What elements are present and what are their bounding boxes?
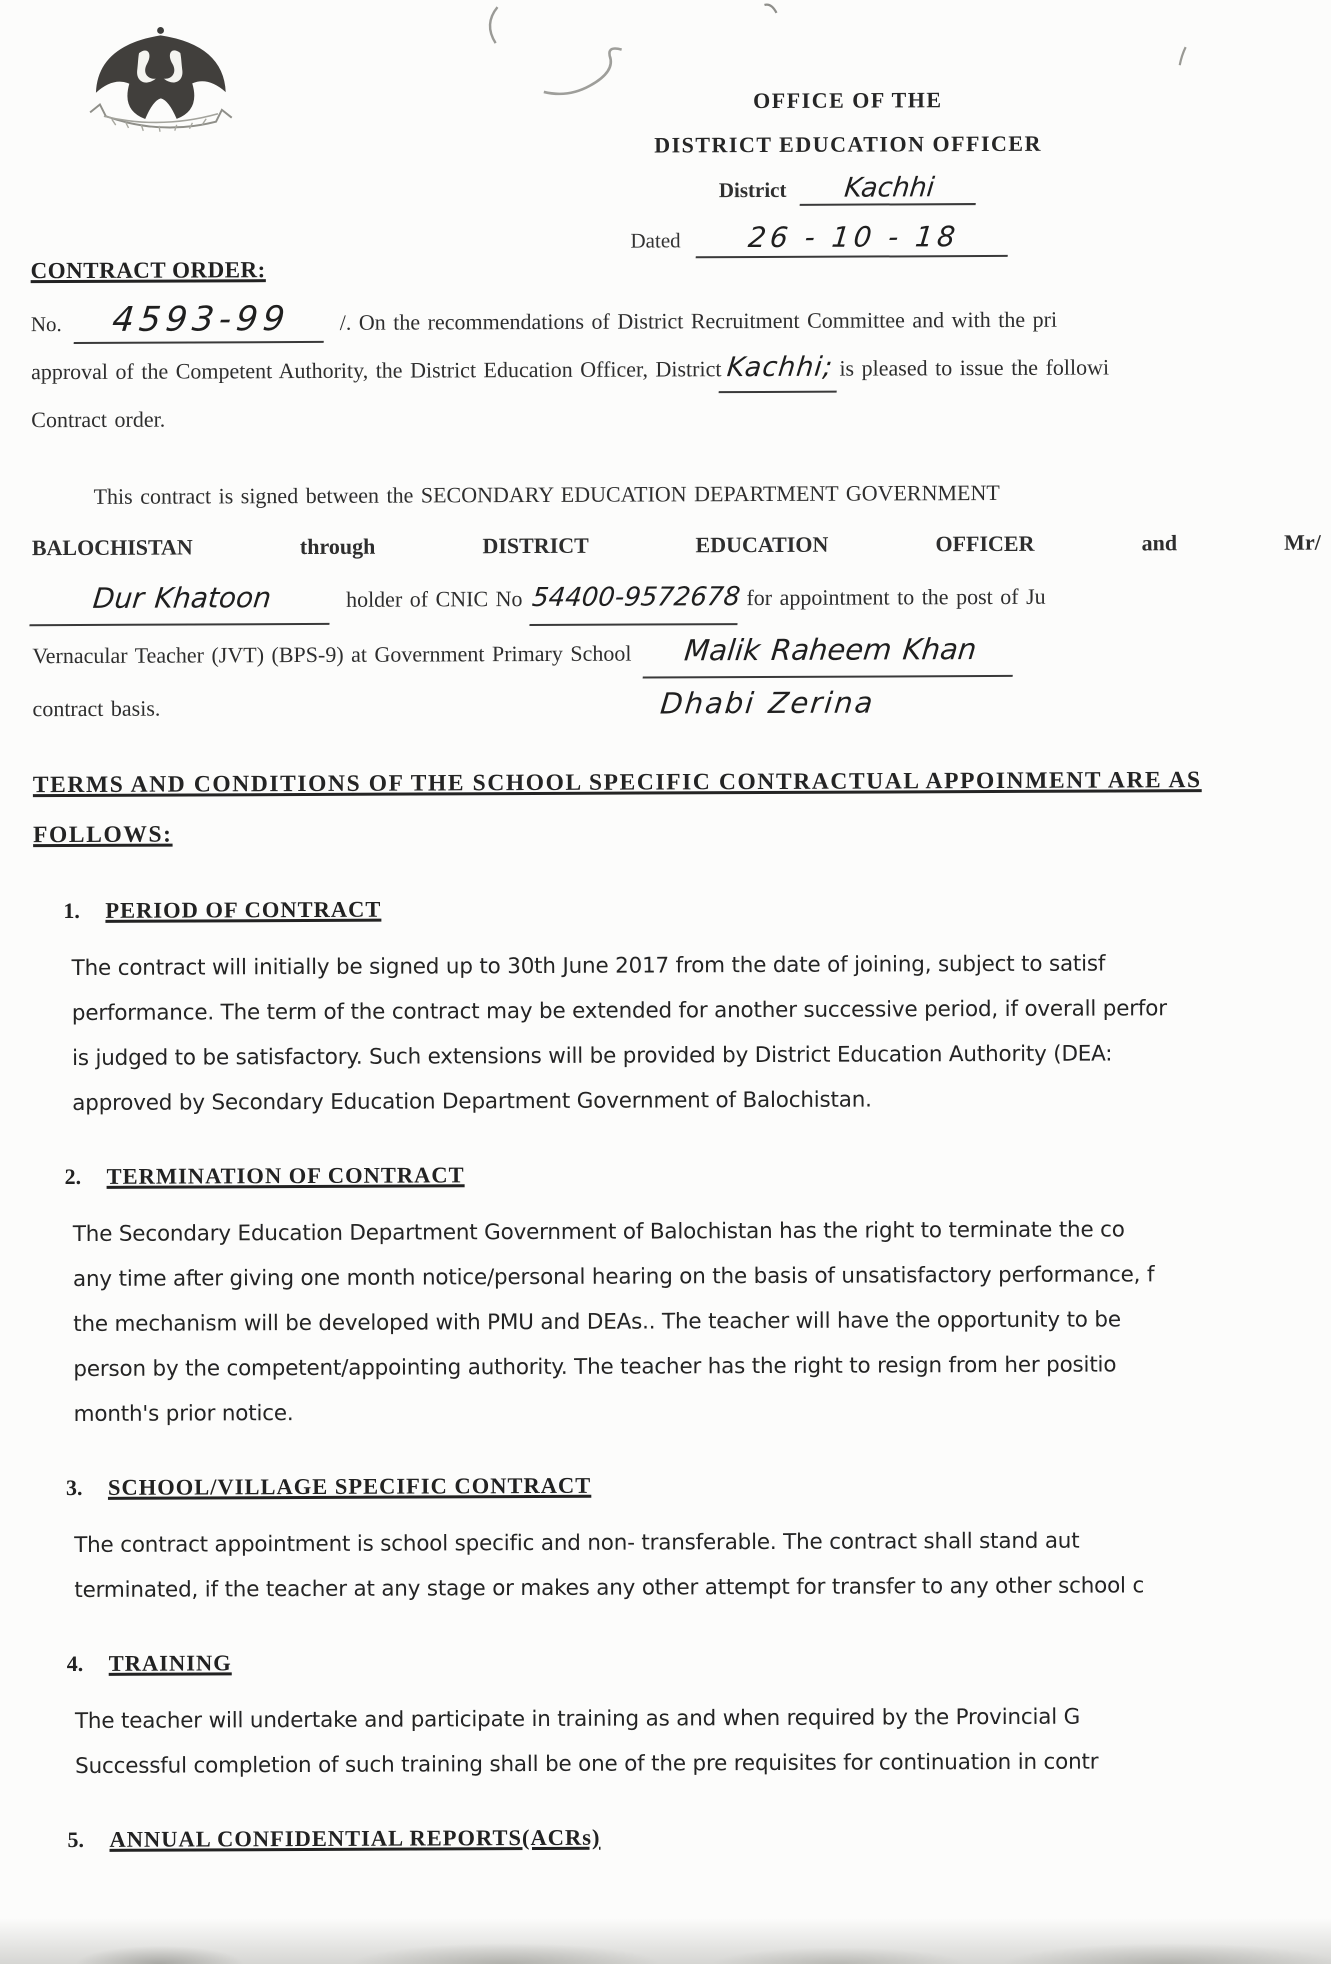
section-body <box>75 1694 1331 1790</box>
section-body <box>73 1207 1331 1438</box>
section-number: 4. <box>66 1650 84 1677</box>
paragraph-line <box>32 568 1331 629</box>
district-inline-handwritten: Kachhi; <box>719 344 842 394</box>
paragraph-line <box>32 676 1331 735</box>
paragraph-line: The contract will initially be signed up to 30th June 2017 from the date of joining, subject to satisf <box>71 951 1106 982</box>
agreement-paragraph <box>31 466 1331 735</box>
section-body <box>74 1518 1331 1614</box>
section-heading <box>67 1822 1331 1854</box>
paragraph-line: The contract appointment is school specific and non- transferable. The contract shall stand aut <box>74 1528 1080 1559</box>
paragraph-line: The teacher will undertake and participate in training as and when required by the Provincial G <box>74 1704 1081 1735</box>
document-body <box>31 253 1331 1854</box>
paragraph-line <box>31 342 1330 397</box>
terms-heading-line2: FOLLOWS: <box>33 821 173 849</box>
paragraph-line: approved by Secondary Education Department Government of Balochistan. <box>72 1087 872 1117</box>
section-body <box>72 941 1331 1127</box>
cnic-label: holder of CNIC No <box>345 586 523 612</box>
terms-sections <box>33 893 1331 1854</box>
section-training <box>67 1646 1331 1790</box>
scan-shadow-artifact <box>0 1918 1331 1964</box>
paragraph-line: The Secondary Education Department Government of Balochistan has the right to terminate the co <box>72 1217 1125 1248</box>
section-title: SCHOOL/VILLAGE SPECIFIC CONTRACT <box>107 1472 592 1500</box>
contract-order-heading: CONTRACT ORDER: <box>30 257 266 284</box>
paragraph-line: terminated, if the teacher at any stage or makes any other attempt for transfer to any other school c <box>74 1573 1145 1604</box>
paragraph-line: any time after giving one month notice/personal hearing on the basis of unsatisfactory performance, f <box>72 1262 1155 1293</box>
district-field <box>598 172 1098 207</box>
paragraph-line: performance. The term of the contract may be extended for another successive period, if overall perfor <box>71 996 1167 1027</box>
paragraph-line: person by the competent/appointing authority. The teacher has the right to resign from her positio <box>73 1352 1117 1383</box>
paragraph-text: approval of the Competent Authority, the District Education Officer, District <box>30 356 722 385</box>
section-heading <box>67 1646 1331 1678</box>
contract-number-label: No. <box>30 312 62 337</box>
paragraph-text: contract basis. <box>32 695 161 722</box>
section-heading <box>63 893 1331 925</box>
paragraph-line <box>32 623 1331 682</box>
dated-label: Dated <box>630 228 681 253</box>
school-name-handwritten: Malik Raheem Khan <box>643 624 1018 679</box>
letterhead <box>598 78 1099 207</box>
cnic-number-handwritten: 54400-9572678 <box>530 572 743 626</box>
section-period-of-contract <box>63 893 1331 1127</box>
section-number: 2. <box>64 1163 82 1190</box>
section-number: 3. <box>65 1474 83 1501</box>
section-school-village-specific-contract <box>66 1470 1331 1614</box>
paragraph-text: for appointment to the post of Ju <box>746 583 1046 611</box>
paragraph-line: BALOCHISTAN through DISTRICT EDUCATION OFFICER and Mr/ <box>31 529 1321 561</box>
terms-and-conditions-heading <box>33 755 1331 861</box>
scan-pen-mark <box>475 4 505 46</box>
paragraph-text: Vernacular Teacher (JVT) (BPS-9) at Government Primary School <box>32 640 632 669</box>
scan-pen-mark <box>761 1 779 17</box>
section-title: ANNUAL CONFIDENTIAL REPORTS(ACRs) <box>109 1824 601 1852</box>
district-label: District <box>718 177 787 203</box>
teacher-name-handwritten: Dur Khatoon <box>29 572 334 626</box>
paragraph-line: the mechanism will be developed with PMU and DEAs.. The teacher will have the opportunity to be <box>73 1307 1121 1338</box>
paragraph-text: is pleased to issue the followi <box>839 354 1110 381</box>
education-department-emblem-logo <box>82 21 241 140</box>
paragraph-line: This contract is signed between the SECONDARY EDUCATION DEPARTMENT GOVERNMENT <box>93 479 1000 509</box>
section-heading <box>65 1159 1331 1191</box>
contract-number-handwritten: 4593-99 <box>74 299 328 344</box>
section-number: 5. <box>67 1826 85 1853</box>
section-heading <box>66 1470 1331 1502</box>
paragraph-line: Contract order. <box>31 406 166 433</box>
section-title: PERIOD OF CONTRACT <box>105 896 382 923</box>
district-value-handwritten: Kachhi <box>800 172 979 206</box>
contract-number-line <box>31 295 1330 348</box>
section-number: 1. <box>63 897 80 924</box>
section-annual-confidential-reports <box>67 1822 1331 1854</box>
paragraph-line: Successful completion of such training shall be one of the pre requisites for continuation in contr <box>75 1749 1099 1780</box>
paragraph-line: month's prior notice. <box>73 1401 294 1428</box>
section-termination-of-contract <box>65 1159 1331 1438</box>
office-title-line1: OFFICE OF THE <box>753 87 943 114</box>
paragraph-line: is judged to be satisfactory. Such extensions will be provided by District Education Authority (DEA: <box>71 1041 1113 1072</box>
terms-heading-line1: TERMS AND CONDITIONS OF THE SCHOOL SPECIFIC CONTRACTUAL APPOINMENT ARE AS <box>32 767 1202 799</box>
paragraph-line: /. On the recommendations of District Recruitment Committee and with the pri <box>339 306 1058 335</box>
office-title-line2: DISTRICT EDUCATION OFFICER <box>654 130 1043 158</box>
dated-field <box>630 220 1030 259</box>
school-name-handwritten-line2: Dhabi Zerina <box>658 685 877 721</box>
dated-value-handwritten: 26 - 10 - 18 <box>696 220 1012 258</box>
section-title: TERMINATION OF CONTRACT <box>106 1162 465 1189</box>
section-title: TRAINING <box>108 1650 232 1676</box>
scan-pen-mark <box>1176 45 1190 67</box>
